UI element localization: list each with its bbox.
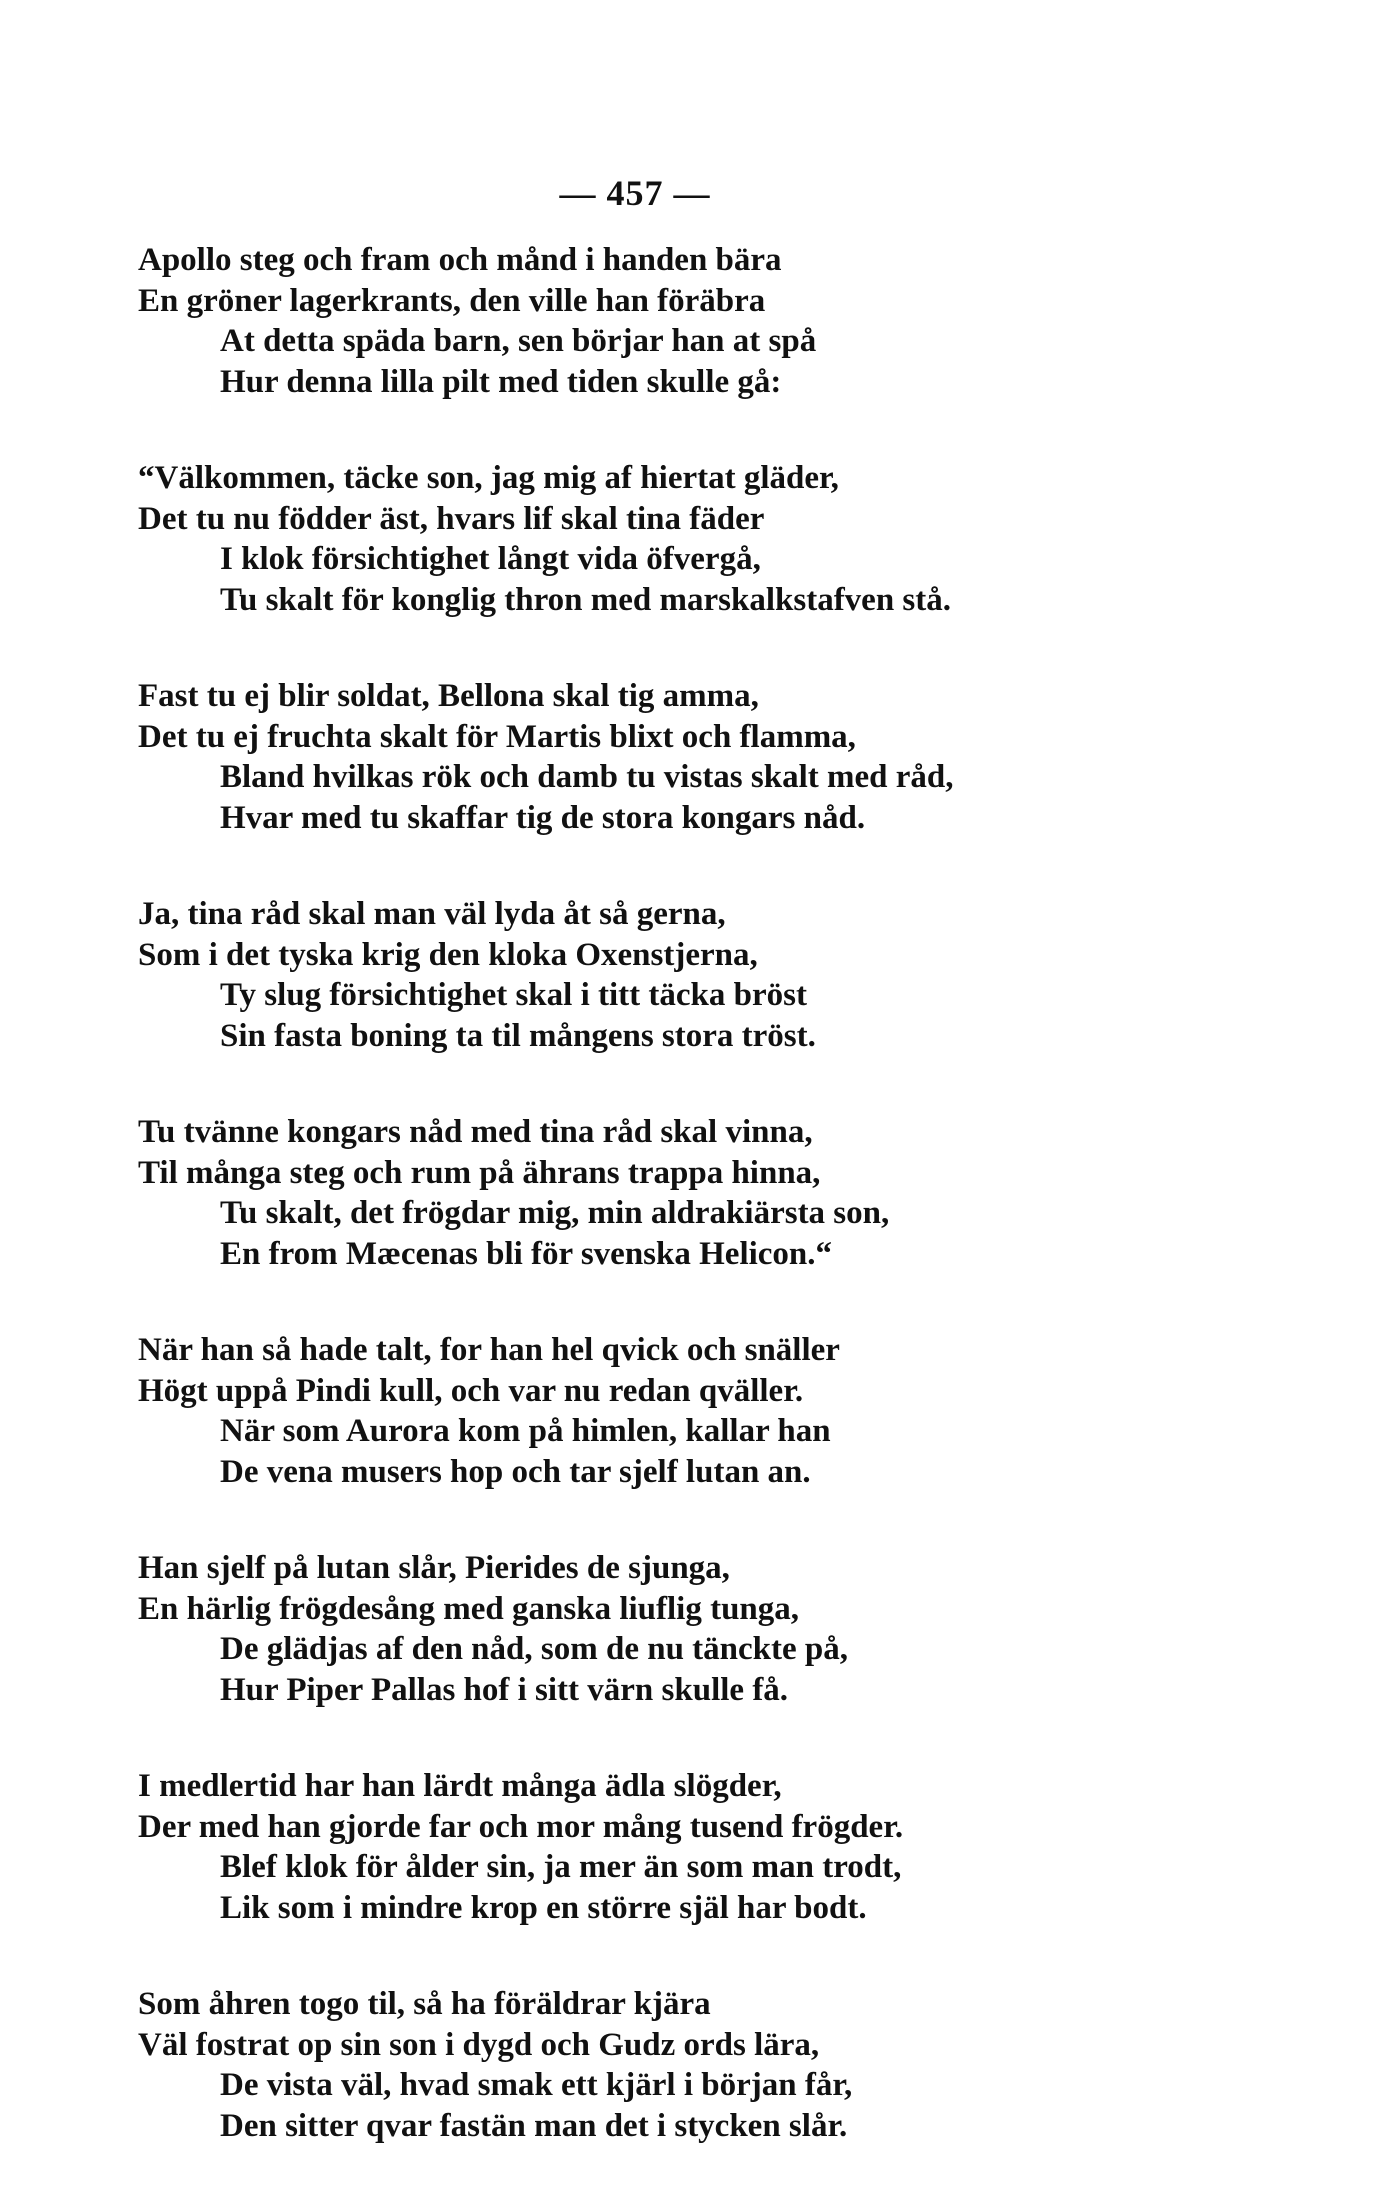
verse-line: Ty slug försichtighet skal i titt täcka bröst xyxy=(220,977,807,1013)
verse-line: Hvar med tu skaffar tig de stora kongars nåd. xyxy=(220,799,866,836)
stanza xyxy=(138,240,1298,402)
verse-line: Som i det tyska krig den kloka Oxenstjerna, xyxy=(138,936,758,973)
verse-line: När han så hade talt, for han hel qvick och snäller xyxy=(138,1332,840,1368)
verse-line: Väl fostrat op sin son i dygd och Gudz ords lära, xyxy=(138,2026,820,2063)
verse-line: Som åhren togo til, så ha föräldrar kjära xyxy=(138,1986,711,2022)
stanza xyxy=(138,894,1298,1056)
verse-line: En härlig frögdesång med ganska liuflig tunga, xyxy=(138,1590,800,1627)
verse-line: Han sjelf på lutan slår, Pierides de sjunga, xyxy=(138,1550,730,1586)
verse-line: De vista väl, hvad smak ett kjärl i början får, xyxy=(220,2067,853,2103)
verse-line: I klok försichtighet långt vida öfvergå, xyxy=(220,541,761,577)
verse-line: En from Mæcenas bli för svenska Helicon.“ xyxy=(220,1235,833,1272)
stanza xyxy=(138,676,1298,838)
verse-line: Der med han gjorde far och mor mång tusend frögder. xyxy=(138,1808,904,1845)
verse-line: Ja, tina råd skal man väl lyda åt så gerna, xyxy=(138,896,726,932)
verse-line: Tu tvänne kongars nåd med tina råd skal vinna, xyxy=(138,1114,813,1150)
stanza xyxy=(138,1548,1298,1710)
stanza xyxy=(138,1112,1298,1274)
page-number: — 457 — xyxy=(559,173,711,213)
verse-line: Sin fasta boning ta til mångens stora tröst. xyxy=(220,1017,816,1054)
stanza xyxy=(138,458,1298,620)
stanza xyxy=(138,1330,1298,1492)
verse-line: Bland hvilkas rök och damb tu vistas skalt med råd, xyxy=(220,759,954,795)
stanza xyxy=(138,1766,1298,1928)
verse-line: Tu skalt för konglig thron med marskalkstafven stå. xyxy=(220,581,952,618)
verse-line: Til många steg och rum på ährans trappa hinna, xyxy=(138,1154,821,1191)
verse-line: Det tu ej fruchta skalt för Martis blixt och flamma, xyxy=(138,718,856,755)
verse-line: “Välkommen, täcke son, jag mig af hiertat gläder, xyxy=(138,460,839,496)
verse-line: När som Aurora kom på himlen, kallar han xyxy=(220,1413,831,1449)
verse-line: De vena musers hop och tar sjelf lutan an. xyxy=(220,1453,811,1490)
verse-line: Blef klok för ålder sin, ja mer än som man trodt, xyxy=(220,1849,902,1885)
verse-line: Det tu nu födder äst, hvars lif skal tina fäder xyxy=(138,500,765,537)
verse-line: At detta späda barn, sen börjar han at spå xyxy=(220,323,817,359)
verse-line: Högt uppå Pindi kull, och var nu redan qväller. xyxy=(138,1372,804,1409)
verse-line: Hur denna lilla pilt med tiden skulle gå: xyxy=(220,363,782,400)
verse-line: Den sitter qvar fastän man det i stycken slår. xyxy=(220,2107,848,2144)
verse-line: I medlertid har han lärdt många ädla slögder, xyxy=(138,1768,782,1804)
verse-line: Apollo steg och fram och månd i handen bära xyxy=(138,242,782,278)
verse-line: De glädjas af den nåd, som de nu tänckte på, xyxy=(220,1631,848,1667)
verse-line: Tu skalt, det frögdar mig, min aldrakiärsta son, xyxy=(220,1195,890,1231)
poem-body xyxy=(138,240,1298,2202)
verse-line: Lik som i mindre krop en större själ har bodt. xyxy=(220,1889,867,1926)
verse-line: Hur Piper Pallas hof i sitt värn skulle få. xyxy=(220,1671,789,1708)
verse-line: En gröner lagerkrants, den ville han föräbra xyxy=(138,282,766,319)
verse-line: Fast tu ej blir soldat, Bellona skal tig amma, xyxy=(138,678,759,714)
stanza xyxy=(138,1984,1298,2146)
